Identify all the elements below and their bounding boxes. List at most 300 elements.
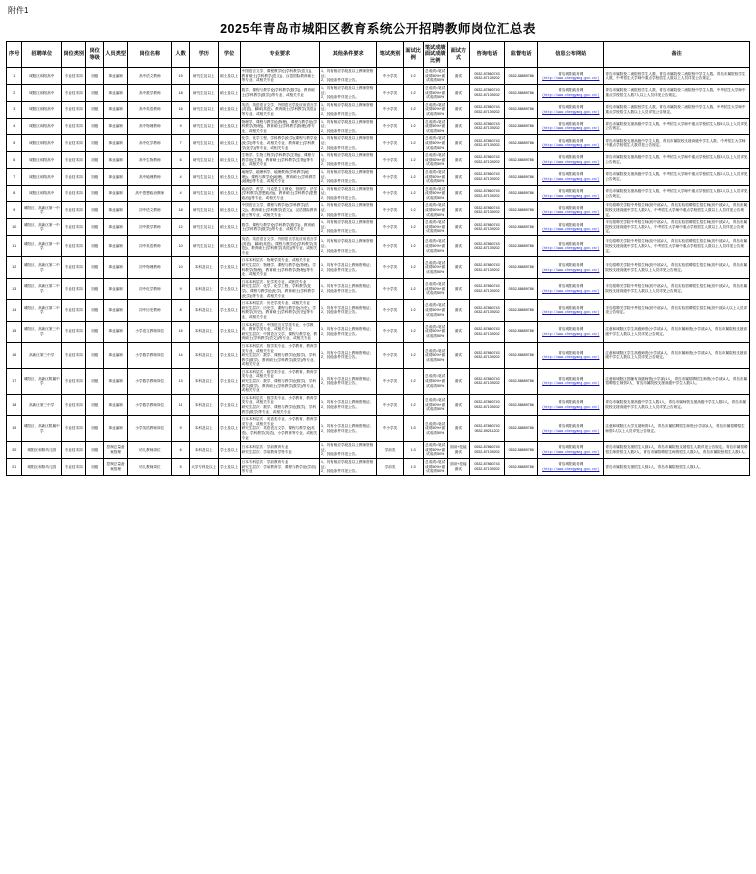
cell-major: 物理学、课程与教学论(物理)、课程与教学论(学科教学(物理))、教育硕士(学科教学(物理))等专业、或相关专业 <box>240 118 319 135</box>
cell-supervise-tel: 0532-58659786 <box>505 236 538 257</box>
cell-consult-tel: 0532-87860743 0532-87139202 <box>469 101 504 118</box>
cell-post-name: 初中历史教师 <box>128 300 172 321</box>
cell-website: 青岛城阳政务网 (http://www.chengyang.gov.cn/) <box>538 300 604 321</box>
table-row <box>7 85 750 102</box>
cell-seq: 13 <box>7 278 22 299</box>
cell-count: 5 <box>172 458 190 475</box>
cell-seq: 7 <box>7 168 22 185</box>
cell-unit: 城阳区、高新区第一中学 <box>22 219 62 236</box>
cell-education: 研究生及以上 <box>189 135 218 152</box>
cell-post-level: 初级 <box>86 135 104 152</box>
cell-interview-method: 面试 <box>447 202 469 219</box>
cell-consult-tel: 0532-87860743 0532-87139202 <box>469 321 504 342</box>
cell-other-requirements: 1、具有中学及以上教师资格证； 2、其他条件详见公告。 <box>320 257 377 278</box>
cell-degree: 学士及以上 <box>218 442 240 459</box>
cell-interview-ratio: 1:2 <box>403 168 423 185</box>
cell-post-name: 小学数学教师岗位 <box>128 368 172 394</box>
cell-post-type: 专业技术岗 <box>62 300 86 321</box>
cell-education: 研究生及以上 <box>189 219 218 236</box>
cell-degree: 硕士及以上 <box>218 135 240 152</box>
col-header-score: 笔试成绩面试成绩比例 <box>423 42 447 68</box>
cell-score-ratio: 总成绩=笔试成绩50%+面试成绩50% <box>423 321 447 342</box>
cell-post-type: 专业技术岗 <box>62 168 86 185</box>
cell-post-type: 专业技术岗 <box>62 394 86 415</box>
cell-post-type: 专业技术岗 <box>62 416 86 442</box>
cell-major: 日本本科层次：数学类专业、小学教育、教育学类专业、或相关专业 研究生层次：数学、课程与教学论(数学)、学科教学(数学)、教育硕士(学科教学(数学))等专业、或相关专业 <box>240 342 319 368</box>
cell-other-requirements: 1、具有小学及以上教师资格证； 2、其他条件详见公告。 <box>320 368 377 394</box>
cell-interview-method: 面试 <box>447 368 469 394</box>
cell-staff-type: 事业编制 <box>103 68 127 85</box>
cell-count: 4 <box>172 185 190 202</box>
cell-website: 青岛城阳政务网 (http://www.chengyang.gov.cn/) <box>538 168 604 185</box>
cell-unit: 高新区第三中学 <box>22 394 62 415</box>
cell-interview-ratio: 1:2 <box>403 278 423 299</box>
cell-remark: 半岛招聘关学院中考招生师(初中部)2人，青岛实验招聘招生招生师(初中部)2人以上人员详见公告规定。 <box>604 300 750 321</box>
cell-interview-method: 面试 <box>447 416 469 442</box>
cell-staff-type: 事业编制 <box>103 278 127 299</box>
cell-consult-tel: 0532-87860743 0532-87139202 <box>469 278 504 299</box>
cell-unit: 城阳区、高新区第二中学 <box>22 257 62 278</box>
cell-staff-type: 事业编制 <box>103 342 127 368</box>
cell-interview-method: 面试 <box>447 185 469 202</box>
cell-post-name: 高中思想政治教师 <box>128 185 172 202</box>
cell-seq: 8 <box>7 185 22 202</box>
cell-score-ratio: 总成绩=笔试成绩50%+面试成绩50% <box>423 118 447 135</box>
col-header-name: 岗位名称 <box>128 42 172 68</box>
cell-count: 10 <box>172 257 190 278</box>
cell-interview-method: 面试 <box>447 394 469 415</box>
cell-consult-tel: 0532-87860743 0532-87139202 <box>469 185 504 202</box>
cell-unit: 城阳区和阳高中 <box>22 118 62 135</box>
cell-post-name: 高中数学教师 <box>128 85 172 102</box>
cell-supervise-tel: 0532-58659786 <box>505 458 538 475</box>
cell-supervise-tel: 0532-58659786 <box>505 278 538 299</box>
cell-seq: 2 <box>7 85 22 102</box>
cell-degree: 学士及以上 <box>218 257 240 278</box>
cell-unit: 城阳区、高新区第二中学 <box>22 278 62 299</box>
table-row <box>7 278 750 299</box>
cell-other-requirements: 1、具有相应学段及以上教师资格证； 2、其他条件详见公告。 <box>320 118 377 135</box>
cell-count: 12 <box>172 219 190 236</box>
cell-interview-method: 面试 <box>447 118 469 135</box>
cell-education: 本科及以上 <box>189 278 218 299</box>
cell-interview-ratio: 1:2 <box>403 118 423 135</box>
col-header-level: 岗位等级 <box>86 42 104 68</box>
cell-interview-method: 面试 <box>447 101 469 118</box>
cell-unit: 城阳区、高新区附属中学 <box>22 416 62 442</box>
cell-post-type: 专业技术岗 <box>62 202 86 219</box>
cell-consult-tel: 0532-87860743 0532-87139202 <box>469 135 504 152</box>
cell-education: 研究生及以上 <box>189 202 218 219</box>
cell-staff-type: 事业编制 <box>103 257 127 278</box>
cell-education: 本科及以上 <box>189 368 218 394</box>
cell-remark: 半岛招聘关学院中考招生师(初中部)2人，青岛实验招聘招生招生师(初中部)2人，青岛市属院校支援高级中学生人数以上人员详见公告规定。 <box>604 257 750 278</box>
cell-unit: 城阳区、高新区附属中学 <box>22 368 62 394</box>
cell-post-type: 专业技术岗 <box>62 85 86 102</box>
cell-major: 中国语言文学、课程与教学论(学科教学(语文))、教育硕士(学科教学(语文))、汉语国际教育硕士等专业、或相关专业 <box>240 202 319 219</box>
cell-seq: 5 <box>7 135 22 152</box>
cell-consult-tel: 0532-87860743 0532-87139202 <box>469 202 504 219</box>
cell-unit: 城阳区和阳高中 <box>22 101 62 118</box>
cell-supervise-tel: 0532-58659786 <box>505 368 538 394</box>
cell-major: 日本本科层次：中国语言文学类专业、小学教育、教育学类专业、或相关专业 研究生层次：中国语言文学、课程与教学论、教育硕士(学科教学(语文))等专业、或相关专业 <box>240 321 319 342</box>
cell-major: 日本本科层次：历史学类专业、或相关专业 研究生层次：历史学、课程与教学论(历史)、学科教学(历史)、教育硕士(学科教学(历史))等专业、或相关专业 <box>240 300 319 321</box>
cell-education: 研究生及以上 <box>189 152 218 169</box>
cell-education: 研究生及以上 <box>189 236 218 257</box>
cell-score-ratio: 总成绩=笔试成绩50%+面试成绩50% <box>423 185 447 202</box>
cell-interview-ratio: 1:2 <box>403 185 423 202</box>
cell-post-type: 专业技术岗 <box>62 368 86 394</box>
cell-consult-tel: 0532-87860743 0532-87139202 <box>469 368 504 394</box>
cell-count: 6 <box>172 152 190 169</box>
col-header-count: 人数 <box>172 42 190 68</box>
cell-website: 青岛城阳政务网 (http://www.chengyang.gov.cn/) <box>538 257 604 278</box>
table-row <box>7 236 750 257</box>
cell-post-name: 小学数学教师岗位 <box>128 342 172 368</box>
cell-staff-type: 事业编制 <box>103 85 127 102</box>
cell-post-name: 高中物理教师 <box>128 118 172 135</box>
cell-staff-type: 事业编制 <box>103 236 127 257</box>
cell-website: 青岛城阳政务网 (http://www.chengyang.gov.cn/) <box>538 152 604 169</box>
col-header-type: 岗位类别 <box>62 42 86 68</box>
cell-website: 青岛城阳政务网 (http://www.chengyang.gov.cn/) <box>538 321 604 342</box>
cell-count: 8 <box>172 300 190 321</box>
cell-website: 青岛城阳政务网 (http://www.chengyang.gov.cn/) <box>538 68 604 85</box>
cell-staff-type: 事业编制 <box>103 101 127 118</box>
cell-interview-ratio: 1:2 <box>403 368 423 394</box>
cell-education: 本科及以上 <box>189 416 218 442</box>
cell-consult-tel: 0532-87860743 0532-87139202 <box>469 458 504 475</box>
cell-exam-type: 中小学类 <box>377 236 403 257</box>
table-row <box>7 168 750 185</box>
table-row <box>7 118 750 135</box>
cell-exam-type: 中小学类 <box>377 135 403 152</box>
cell-count: 18 <box>172 85 190 102</box>
cell-remark: 青岛市属院校支援高级中学生人数，中考招生大学师中重点学校招生人数5人以上人员详见公告规定。 <box>604 118 750 135</box>
cell-exam-type: 学前类 <box>377 442 403 459</box>
cell-post-level: 初级 <box>86 257 104 278</box>
col-header-interview: 面试方式 <box>447 42 469 68</box>
cell-post-name: 高中语文教师 <box>128 68 172 85</box>
col-header-staff: 人员类型 <box>103 42 127 68</box>
cell-education: 本科及以上 <box>189 394 218 415</box>
cell-interview-method: 面试 <box>447 68 469 85</box>
cell-score-ratio: 总成绩=笔试成绩50%+面试成绩50% <box>423 394 447 415</box>
cell-supervise-tel: 0532-58659786 <box>505 257 538 278</box>
cell-degree: 硕士及以上 <box>218 168 240 185</box>
cell-post-type: 专业技术岗 <box>62 458 86 475</box>
cell-post-level: 初级 <box>86 368 104 394</box>
table-row <box>7 135 750 152</box>
cell-interview-method: 面试 <box>447 278 469 299</box>
cell-seq: 17 <box>7 368 22 394</box>
table-row <box>7 368 750 394</box>
cell-other-requirements: 1、具有相应学段及以上教师资格证； 2、其他条件详见公告。 <box>320 185 377 202</box>
cell-count: 4 <box>172 168 190 185</box>
cell-score-ratio: 总成绩=笔试成绩50%+面试成绩50% <box>423 202 447 219</box>
table-row <box>7 219 750 236</box>
cell-consult-tel: 0532-87860743 0532-87139202 <box>469 342 504 368</box>
cell-interview-method: 面试 <box>447 85 469 102</box>
cell-remark: 注意和城阳区国辅有高级师资(小学部)1人，青岛市属招聘招生师资(小学部)1人，青岛市属招聘招生师资2人，青岛市属院校支援高级中学生人数1人。 <box>604 368 750 394</box>
cell-remark: 青岛市属院校支援高级中学生人数，中考招生大学师中重点学校招生人数2人以上人员详见公告规定。 <box>604 185 750 202</box>
cell-unit: 城阳区和阳高中 <box>22 135 62 152</box>
cell-major: 化学、化学工程、学科教学(化学)(课程与教学论(化学))等专业、或相关专业、教育硕士(学科教学(化学))等专业、或相关专业 <box>240 135 319 152</box>
cell-post-name: 初中数学教师 <box>128 219 172 236</box>
cell-website: 青岛城阳政务网 (http://www.chengyang.gov.cn/) <box>538 85 604 102</box>
cell-exam-type: 中小学类 <box>377 152 403 169</box>
cell-degree: 硕士及以上 <box>218 68 240 85</box>
cell-post-name: 初中化学教师 <box>128 278 172 299</box>
cell-degree: 学士及以上 <box>218 368 240 394</box>
cell-supervise-tel: 0532-58659786 <box>505 219 538 236</box>
cell-seq: 10 <box>7 219 22 236</box>
cell-staff-type: 事业编制 <box>103 135 127 152</box>
cell-staff-type: 事业编制 <box>103 185 127 202</box>
cell-count: 16 <box>172 101 190 118</box>
cell-interview-ratio: 1:2 <box>403 321 423 342</box>
cell-unit: 城阳区和阳高中 <box>22 168 62 185</box>
cell-education: 研究生及以上 <box>189 101 218 118</box>
col-header-major: 专业要求 <box>240 42 319 68</box>
cell-unit: 高新区第三中学 <box>22 342 62 368</box>
cell-exam-type: 中小学类 <box>377 68 403 85</box>
cell-degree: 硕士及以上 <box>218 219 240 236</box>
col-header-tel2: 监督电话 <box>505 42 538 68</box>
cell-interview-ratio: 1:3 <box>403 442 423 459</box>
cell-other-requirements: 1、具有相应学段及以上教师资格证； 2、其他条件详见公告。 <box>320 236 377 257</box>
cell-education: 本科及以上 <box>189 321 218 342</box>
cell-staff-type: 控制总量备案管理 <box>103 442 127 459</box>
cell-consult-tel: 0532-87860743 0532-87139202 <box>469 118 504 135</box>
cell-exam-type: 中小学类 <box>377 202 403 219</box>
cell-exam-type: 中小学类 <box>377 219 403 236</box>
cell-score-ratio: 总成绩=笔试成绩50%+面试成绩50% <box>423 342 447 368</box>
cell-exam-type: 中小学类 <box>377 168 403 185</box>
cell-post-name: 幼儿教师岗位 <box>128 442 172 459</box>
cell-other-requirements: 1、具有相应学段及以上教师资格证； 2、其他条件详见公告。 <box>320 458 377 475</box>
cell-website: 青岛城阳政务网 (http://www.chengyang.gov.cn/) <box>538 442 604 459</box>
cell-post-level: 初级 <box>86 236 104 257</box>
cell-remark: 半岛招聘关学院中考招生师(初中部)2人，青岛实验招聘招生招生师(初中部)2人，青岛市属院校支援高级中学生人数2人，中考招生大学师中重点学校招生人数以上人员详见公告规定。 <box>604 219 750 236</box>
cell-unit: 城阳区和阳高中 <box>22 68 62 85</box>
cell-degree: 学士及以上 <box>218 321 240 342</box>
cell-post-level: 初级 <box>86 458 104 475</box>
table-row <box>7 342 750 368</box>
cell-consult-tel: 0532-87860743 0532-87139202 <box>469 257 504 278</box>
cell-count: 14 <box>172 342 190 368</box>
cell-post-level: 初级 <box>86 278 104 299</box>
cell-other-requirements: 1、具有小学及以上教师资格证； 2、其他条件详见公告。 <box>320 342 377 368</box>
cell-other-requirements: 1、具有相应学段及以上教师资格证； 2、其他条件详见公告。 <box>320 152 377 169</box>
cell-post-level: 初级 <box>86 219 104 236</box>
cell-unit: 城阳区和阳高中 <box>22 185 62 202</box>
cell-unit: 城阳区、高新区第二中学 <box>22 300 62 321</box>
cell-seq: 12 <box>7 257 22 278</box>
cell-staff-type: 事业编制 <box>103 118 127 135</box>
cell-interview-ratio: 1:2 <box>403 101 423 118</box>
cell-post-type: 专业技术岗 <box>62 278 86 299</box>
cell-supervise-tel: 0532-58659786 <box>505 168 538 185</box>
cell-other-requirements: 1、具有小学及以上教师资格证； 2、其他条件详见公告。 <box>320 394 377 415</box>
cell-supervise-tel: 0532-58659786 <box>505 394 538 415</box>
cell-post-level: 初级 <box>86 68 104 85</box>
cell-interview-method: 面试 <box>447 236 469 257</box>
cell-website: 青岛城阳政务网 (http://www.chengyang.gov.cn/) <box>538 236 604 257</box>
cell-major: 生物学、生物工程学(学科教学(生物))、课程与教学论(生物)、教育硕士(学科教学(生物))等专业、或相关专业 <box>240 152 319 169</box>
cell-exam-type: 中小学类 <box>377 101 403 118</box>
cell-supervise-tel: 0532-58659786 <box>505 442 538 459</box>
cell-other-requirements: 1、具有相应学段及以上教师资格证； 2、其他条件详见公告。 <box>320 442 377 459</box>
cell-seq: 16 <box>7 342 22 368</box>
cell-post-type: 专业技术岗 <box>62 118 86 135</box>
cell-supervise-tel: 0532-58659786 <box>505 118 538 135</box>
cell-post-type: 专业技术岗 <box>62 68 86 85</box>
cell-exam-type: 中小学类 <box>377 300 403 321</box>
col-header-examtype: 笔试类别 <box>377 42 403 68</box>
cell-score-ratio: 总成绩=笔试成绩50%+面试成绩50% <box>423 368 447 394</box>
cell-seq: 1 <box>7 68 22 85</box>
cell-education: 研究生及以上 <box>189 118 218 135</box>
cell-unit: 城阳区和阳幼儿园 <box>22 442 62 459</box>
cell-count: 15 <box>172 321 190 342</box>
cell-post-name: 初中物理教师 <box>128 257 172 278</box>
cell-major: 日本本科层次：化学类专业、或相关专业 研究生层次：化学、化学工程、学科教学(化学)、课程与教学论(化学)、教育硕士(学科教学(化学))等专业、或相关专业 <box>240 278 319 299</box>
cell-post-type: 专业技术岗 <box>62 342 86 368</box>
cell-other-requirements: 1、具有相应学段及以上教师资格证； 2、其他条件详见公告。 <box>320 202 377 219</box>
cell-supervise-tel: 0532-58659786 <box>505 321 538 342</box>
col-header-degree: 学位 <box>218 42 240 68</box>
cell-consult-tel: 0532-87860743 0532-59211202 <box>469 416 504 442</box>
cell-staff-type: 事业编制 <box>103 300 127 321</box>
cell-major: 日本本科层次：学前教育专业 研究生层次：学前教育学等专业 <box>240 442 319 459</box>
cell-post-name: 高中生物教师 <box>128 152 172 169</box>
cell-count: 10 <box>172 236 190 257</box>
cell-remark: 青岛市属院校支援招生人数1人，青岛市属院校支援招生人数详见公告规定。青岛市属招聘招生师资招生人数2人，青岛市属招聘招生师资招生人数2人，青岛市属院校招生人数1人。 <box>604 442 750 459</box>
cell-major: 政治学、哲学、马克思主义理论、管理学、法学(学科教学(思想政治))、教育硕士(学科教学(思想政治))等专业、或相关专业 <box>240 185 319 202</box>
cell-supervise-tel: 0532-58659786 <box>505 300 538 321</box>
cell-score-ratio: 总成绩=笔试成绩50%+面试成绩50% <box>423 458 447 475</box>
cell-remark: 青岛市属院校支援高级中学生人数，中考招生大学师中重点学校招生人数2人以上人员详见公告规定。 <box>604 168 750 185</box>
cell-supervise-tel: 0532-58659786 <box>505 135 538 152</box>
cell-interview-ratio: 1:3 <box>403 458 423 475</box>
cell-interview-method: 面谈+技能测试 <box>447 442 469 459</box>
cell-major: 日本本科层次：物理学类专业、或相关专业 研究生层次：物理学、课程与教学论(物理)、学科教学(物理)、教育硕士(学科教学(物理))等专业、或相关专业 <box>240 257 319 278</box>
cell-consult-tel: 0532-87860743 0532-87139202 <box>469 236 504 257</box>
cell-post-type: 专业技术岗 <box>62 321 86 342</box>
cell-consult-tel: 0532-87860743 0532-87139202 <box>469 442 504 459</box>
cell-major: 数学、课程与教学论(学科教学(数学))、教育硕士(学科教学(数学))等专业、或相关专业 <box>240 85 319 102</box>
cell-post-type: 专业技术岗 <box>62 185 86 202</box>
cell-website: 青岛城阳政务网 (http://www.chengyang.gov.cn/) <box>538 416 604 442</box>
table-row <box>7 442 750 459</box>
cell-interview-method: 面试 <box>447 168 469 185</box>
cell-exam-type: 中小学类 <box>377 368 403 394</box>
cell-exam-type: 中小学类 <box>377 85 403 102</box>
cell-website: 青岛城阳政务网 (http://www.chengyang.gov.cn/) <box>538 202 604 219</box>
cell-exam-type: 学前类 <box>377 458 403 475</box>
cell-post-type: 专业技术岗 <box>62 236 86 257</box>
cell-staff-type: 事业编制 <box>103 368 127 394</box>
cell-exam-type: 中小学类 <box>377 394 403 415</box>
cell-degree: 学士及以上 <box>218 300 240 321</box>
cell-website: 青岛城阳政务网 (http://www.chengyang.gov.cn/) <box>538 368 604 394</box>
cell-degree: 硕士及以上 <box>218 152 240 169</box>
cell-remark: 青岛市属院校支援高级中学生人数，青岛市属院校支援高级中学生人数，中考招生大学师中重点学校招生人数详见公告规定。 <box>604 135 750 152</box>
cell-other-requirements: 1、具有小学及以上教师资格证； 2、其他条件详见公告。 <box>320 321 377 342</box>
cell-unit: 城阳区、高新区第三中学 <box>22 321 62 342</box>
cell-other-requirements: 1、具有相应学段及以上教师资格证； 2、其他条件详见公告。 <box>320 68 377 85</box>
cell-exam-type: 中小学类 <box>377 185 403 202</box>
cell-interview-method: 面试 <box>447 257 469 278</box>
cell-major: 英语、英语语言文学、外国语言学及应用语言学(英语)、翻译(英语)、课程与教学论(学科教学(英语))、教育硕士(学科教学(英语))等专业、或相关专业 <box>240 236 319 257</box>
cell-post-name: 小学数学教师岗位 <box>128 394 172 415</box>
cell-education: 大学专科及以上 <box>189 458 218 475</box>
cell-supervise-tel: 0532-58659786 <box>505 85 538 102</box>
cell-score-ratio: 总成绩=笔试成绩50%+面试成绩50% <box>423 68 447 85</box>
cell-degree: 硕士及以上 <box>218 85 240 102</box>
cell-major: 数学、课程与教学论(学科教学(数学))、教育硕士(学科教学(数学))等专业、或相关专业 <box>240 219 319 236</box>
cell-other-requirements: 1、具有相应学段及以上教师资格证； 2、其他条件详见公告。 <box>320 168 377 185</box>
cell-website: 青岛城阳政务网 (http://www.chengyang.gov.cn/) <box>538 118 604 135</box>
cell-post-level: 初级 <box>86 442 104 459</box>
cell-score-ratio: 总成绩=笔试成绩50%+面试成绩50% <box>423 236 447 257</box>
cell-score-ratio: 总成绩=笔试成绩50%+面试成绩50% <box>423 101 447 118</box>
cell-staff-type: 事业编制 <box>103 219 127 236</box>
cell-score-ratio: 总成绩=笔试成绩50%+面试成绩50% <box>423 257 447 278</box>
cell-interview-ratio: 1:2 <box>403 257 423 278</box>
cell-interview-ratio: 1:2 <box>403 152 423 169</box>
cell-post-type: 专业技术岗 <box>62 219 86 236</box>
cell-interview-ratio: 1:2 <box>403 394 423 415</box>
cell-interview-method: 面试 <box>447 152 469 169</box>
cell-website: 青岛城阳政务网 (http://www.chengyang.gov.cn/) <box>538 101 604 118</box>
cell-seq: 15 <box>7 321 22 342</box>
cell-unit: 城阳区和阳高中 <box>22 152 62 169</box>
cell-supervise-tel: 0532-58659786 <box>505 202 538 219</box>
cell-interview-ratio: 1:2 <box>403 342 423 368</box>
table-row <box>7 321 750 342</box>
cell-staff-type: 控制总量备案管理 <box>103 458 127 475</box>
cell-education: 研究生及以上 <box>189 168 218 185</box>
cell-staff-type: 事业编制 <box>103 168 127 185</box>
cell-interview-ratio: 1:2 <box>403 135 423 152</box>
cell-post-level: 初级 <box>86 85 104 102</box>
cell-major: 日本本科层次：英语类专业、小学教育、教育学类专业、或相关专业 研究生层次：英语语言文学、课程与教学论(英语)、学科教学(英语)、小学教育等专业、或相关专业 <box>240 416 319 442</box>
cell-consult-tel: 0532-87860743 0532-87139202 <box>469 394 504 415</box>
table-body <box>7 68 750 476</box>
cell-seq: 20 <box>7 442 22 459</box>
cell-score-ratio: 总成绩=笔试成绩50%+面试成绩50% <box>423 168 447 185</box>
cell-consult-tel: 0532-87860743 0532-87139202 <box>469 168 504 185</box>
cell-interview-method: 面试 <box>447 135 469 152</box>
cell-score-ratio: 总成绩=笔试成绩50%+面试成绩50% <box>423 300 447 321</box>
cell-score-ratio: 总成绩=笔试成绩50%+面试成绩50% <box>423 219 447 236</box>
col-header-ratio: 面试比例 <box>403 42 423 68</box>
cell-interview-ratio: 1:2 <box>403 85 423 102</box>
col-header-tel1: 咨询电话 <box>469 42 504 68</box>
cell-other-requirements: 1、具有相应学段及以上教师资格证； 2、其他条件详见公告。 <box>320 219 377 236</box>
cell-website: 青岛城阳政务网 (http://www.chengyang.gov.cn/) <box>538 185 604 202</box>
cell-seq: 6 <box>7 152 22 169</box>
cell-post-name: 初中英语教师 <box>128 236 172 257</box>
page-title: 2025年青岛市城阳区教育系统公开招聘教师岗位汇总表 <box>220 22 536 36</box>
cell-post-level: 初级 <box>86 118 104 135</box>
cell-degree: 学士及以上 <box>218 342 240 368</box>
cell-seq: 3 <box>7 101 22 118</box>
cell-degree: 硕士及以上 <box>218 118 240 135</box>
cell-unit: 城阳区和阳幼儿园 <box>22 458 62 475</box>
